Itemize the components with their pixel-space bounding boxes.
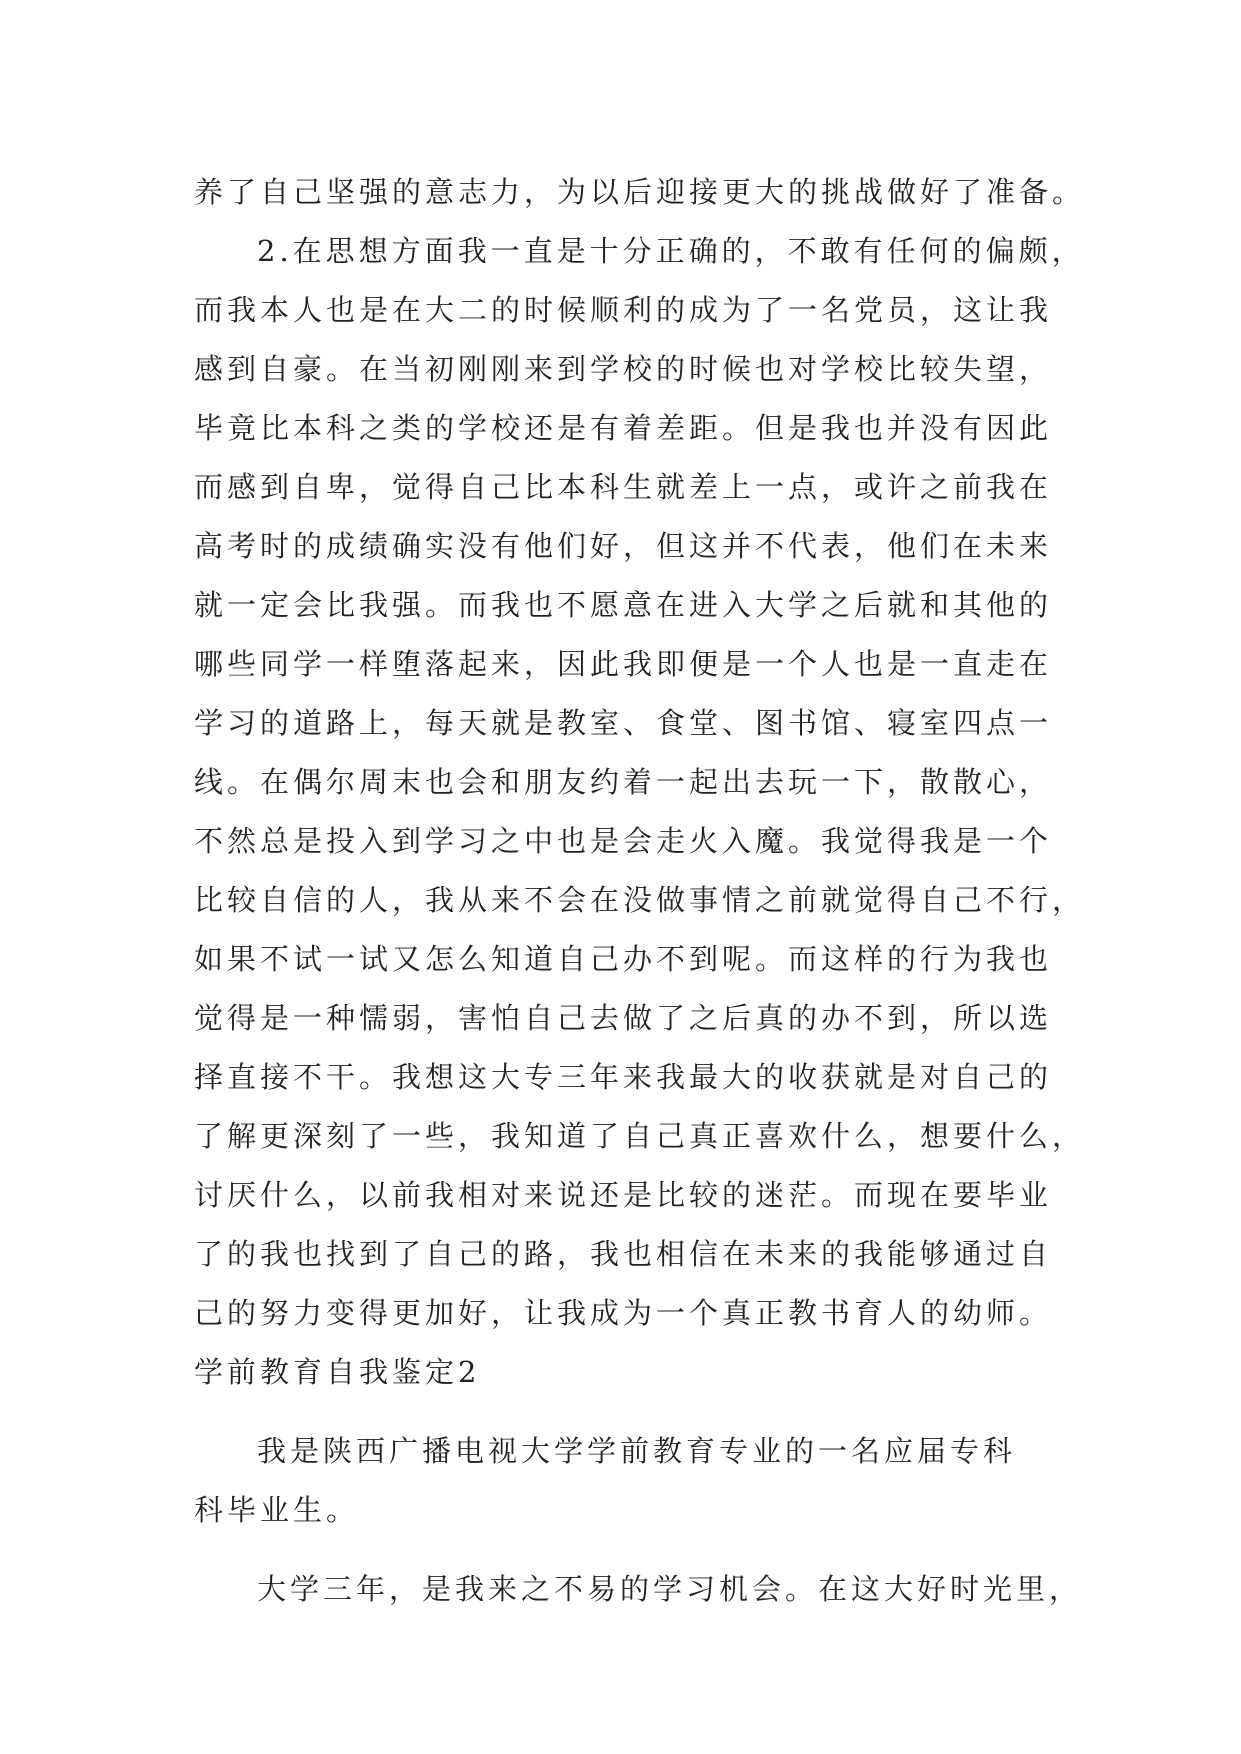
section-title: 学前教育自我鉴定2 xyxy=(194,1355,481,1389)
text-line: 不然总是投入到学习之中也是会走火入魔。我觉得我是一个 xyxy=(194,824,1053,858)
text-line: 择直接不干。我想这大专三年来我最大的收获就是对自己的 xyxy=(194,1060,1053,1094)
text-line: 学习的道路上，每天就是教室、食堂、图书馆、寝室四点一 xyxy=(194,706,1053,740)
text-line: 养了自己坚强的意志力，为以后迎接更大的挑战做好了准备。 xyxy=(194,175,1086,209)
text-line: 感到自豪。在当初刚刚来到学校的时候也对学校比较失望， xyxy=(194,352,1053,386)
text-line: 了解更深刻了一些，我知道了自己真正喜欢什么，想要什么， xyxy=(194,1119,1086,1153)
text-line: 哪些同学一样堕落起来，因此我即便是一个人也是一直走在 xyxy=(194,647,1053,681)
text-line: 毕竟比本科之类的学校还是有着差距。但是我也并没有因此 xyxy=(194,411,1053,445)
text-line: 我是陕西广播电视大学学前教育专业的一名应届专科 xyxy=(257,1434,1017,1468)
text-line: 2.在思想方面我一直是十分正确的，不敢有任何的偏颇， xyxy=(257,234,1085,268)
document-body xyxy=(194,163,1094,1619)
text-line: 高考时的成绩确实没有他们好，但这并不代表，他们在未来 xyxy=(194,529,1053,563)
text-line: 大学三年，是我来之不易的学习机会。在这大好时光里， xyxy=(257,1572,1083,1606)
text-line: 而感到自卑，觉得自己比本科生就差上一点，或许之前我在 xyxy=(194,470,1053,504)
text-line: 线。在偶尔周末也会和朋友约着一起出去玩一下，散散心， xyxy=(194,765,1053,799)
text-line: 己的努力变得更加好，让我成为一个真正教书育人的幼师。 xyxy=(194,1296,1053,1330)
text-line: 如果不试一试又怎么知道自己办不到呢。而这样的行为我也 xyxy=(194,942,1053,976)
text-line: 就一定会比我强。而我也不愿意在进入大学之后就和其他的 xyxy=(194,588,1053,622)
text-line: 觉得是一种懦弱，害怕自己去做了之后真的办不到，所以选 xyxy=(194,1001,1053,1035)
text-line: 科毕业生。 xyxy=(194,1493,360,1527)
text-line: 比较自信的人，我从来不会在没做事情之前就觉得自己不行， xyxy=(194,883,1086,917)
text-line: 讨厌什么，以前我相对来说还是比较的迷茫。而现在要毕业 xyxy=(194,1178,1053,1212)
text-line: 了的我也找到了自己的路，我也相信在未来的我能够通过自 xyxy=(194,1237,1053,1271)
text-line: 而我本人也是在大二的时候顺利的成为了一名党员，这让我 xyxy=(194,293,1053,327)
